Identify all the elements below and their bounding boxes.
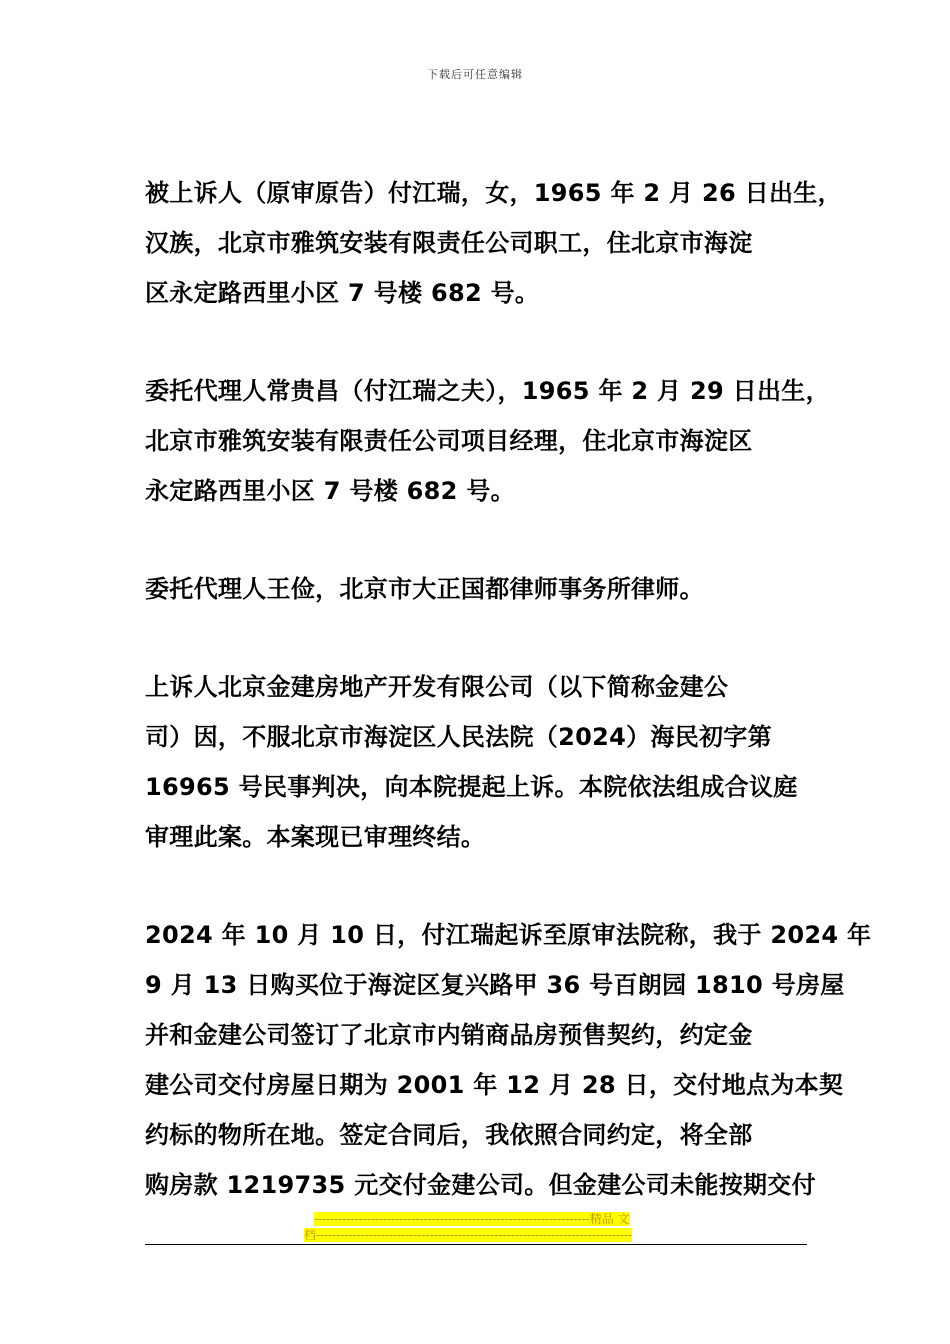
footer-line-2 — [304, 1227, 650, 1243]
paragraph-appellant — [145, 662, 807, 862]
text-line: 司）因，不服北京市海淀区人民法院（2024）海民初字第 — [145, 723, 772, 751]
footer-line-1 — [304, 1211, 650, 1227]
text-line: 被上诉人（原审原告）付江瑞，女，1965 年 2 月 26 日出生， — [145, 179, 842, 207]
text-line: 约标的物所在地。签定合同后，我依照合同约定，将全部 — [145, 1121, 753, 1149]
footer-watermark — [304, 1211, 650, 1243]
text-line: 汉族，北京市雅筑安装有限责任公司职工，住北京市海淀 — [145, 229, 753, 257]
text-line: 建公司交付房屋日期为 2001 年 12 月 28 日，交付地点为本契 — [145, 1071, 844, 1099]
text-line: 区永定路西里小区 7 号楼 682 号。 — [145, 279, 540, 307]
page-header: 下载后可任意编辑 — [427, 68, 523, 81]
paragraph-appellee — [145, 168, 842, 318]
text-line: 9 月 13 日购买位于海淀区复兴路甲 36 号百朗园 1810 号房屋 — [145, 971, 845, 999]
text-line: 审理此案。本案现已审理终结。 — [145, 823, 486, 851]
footer-divider — [145, 1244, 807, 1245]
text-line: 上诉人北京金建房地产开发有限公司（以下简称金建公 — [145, 673, 729, 701]
footer-line-1-text: --------------------------------------------------------------------精品 文 — [314, 1212, 630, 1226]
text-line: 委托代理人王俭，北京市大正国都律师事务所律师。 — [145, 575, 704, 603]
paragraph-claim — [145, 910, 872, 1210]
text-line: 北京市雅筑安装有限责任公司项目经理，住北京市海淀区 — [145, 427, 753, 455]
paragraph-agent-wang — [145, 564, 807, 614]
text-line: 16965 号民事判决，向本院提起上诉。本院依法组成合议庭 — [145, 773, 798, 801]
text-line: 委托代理人常贵昌（付江瑞之夫），1965 年 2 月 29 日出生， — [145, 377, 830, 405]
text-line: 并和金建公司签订了北京市内销商品房预售契约，约定金 — [145, 1021, 753, 1049]
text-line: 购房款 1219735 元交付金建公司。但金建公司未能按期交付 — [145, 1171, 816, 1199]
paragraph-agent-chang — [145, 366, 830, 516]
text-line: 永定路西里小区 7 号楼 682 号。 — [145, 477, 515, 505]
document-body — [145, 168, 872, 1258]
footer-line-2-text: 档------------------------------------------------------------------------------ — [304, 1228, 633, 1242]
text-line: 2024 年 10 月 10 日，付江瑞起诉至原审法院称，我于 2024 年 — [145, 921, 872, 949]
